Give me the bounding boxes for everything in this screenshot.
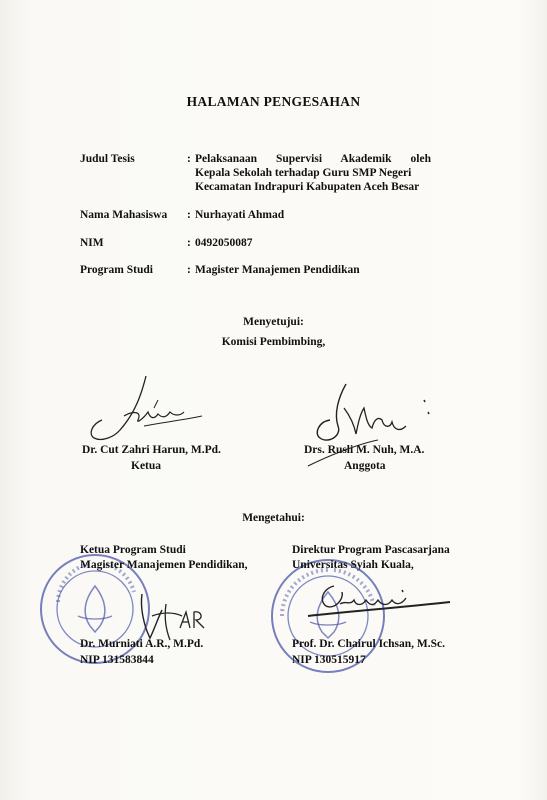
judul-line-2: Kepala Sekolah terhadap Guru SMP Negeri — [195, 167, 412, 179]
field-value: Magister Manajemen Pendidikan — [195, 264, 360, 276]
judul-line-3: Kecamatan Indrapuri Kabupaten Aceh Besar — [195, 181, 420, 193]
acknowledged-heading: Mengetahui: — [242, 512, 305, 524]
right-title-line-1: Direktur Program Pascasarjana — [292, 544, 450, 556]
supervisor-1-role: Ketua — [131, 460, 162, 472]
approval-heading: Menyetujui: — [243, 316, 304, 328]
left-title-line-2: Magister Manajemen Pendidikan, — [80, 559, 248, 571]
field-value: Nurhayati Ahmad — [195, 209, 285, 221]
field-label: Nama Mahasiswa — [80, 209, 168, 221]
left-official-name: Dr. Murniati A.R., M.Pd. — [80, 638, 204, 650]
field-label: Judul Tesis — [80, 153, 135, 165]
supervisor-1-name: Dr. Cut Zahri Harun, M.Pd. — [82, 444, 221, 456]
supervisor-2-name: Drs. Rusli M. Nuh, M.A. — [304, 444, 425, 456]
field-colon: : — [187, 237, 191, 249]
field-colon: : — [187, 209, 191, 221]
field-value: 0492050087 — [195, 237, 253, 249]
field-value — [195, 152, 495, 194]
right-official-name: Prof. Dr. Chairul Ichsan, M.Sc. — [292, 638, 446, 650]
field-colon: : — [187, 153, 191, 165]
supervisor-2-role: Anggota — [344, 460, 386, 472]
field-label: Program Studi — [80, 264, 153, 276]
page-title: HALAMAN PENGESAHAN — [186, 94, 361, 109]
right-official-nip: NIP 130515917 — [292, 654, 366, 666]
committee-heading: Komisi Pembimbing, — [221, 336, 326, 348]
left-title-line-1: Ketua Program Studi — [80, 544, 186, 556]
field-label: NIM — [80, 237, 104, 249]
field-colon: : — [187, 264, 191, 276]
right-title-line-2: Universitas Syiah Kuala, — [292, 559, 414, 571]
signature-supervisor-1 — [84, 372, 209, 452]
left-official-nip: NIP 131583844 — [80, 654, 154, 666]
signature-direktur — [304, 580, 454, 625]
judul-line-1: Pelaksanaan Supervisi Akademik oleh — [195, 153, 431, 165]
